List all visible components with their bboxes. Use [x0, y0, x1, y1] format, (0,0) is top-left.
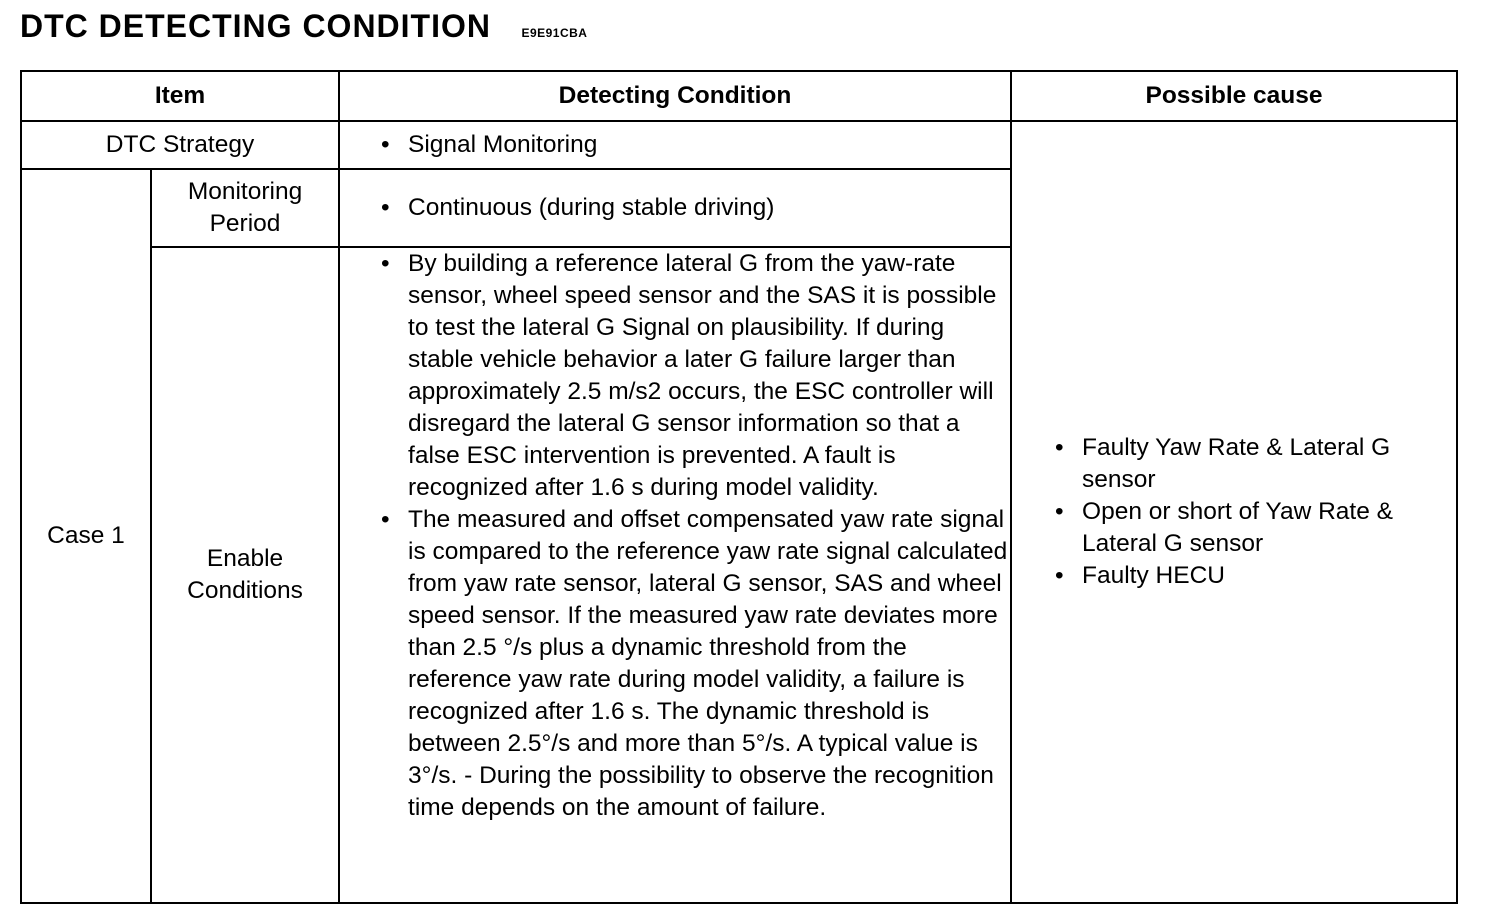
- dtc-strategy-condition: [339, 121, 1011, 169]
- list-item: • By building a reference lateral G from the yaw-rate sensor, wheel speed sensor and the SAS it is possible to test the lateral G Signal on plausibility. If during stable vehicle behavior a later G failure larger than approximately 2.5 m/s2 occurs, the ESC controller will disregard the lateral G sensor information so that a false ESC intervention is prevented. A fault is recognized after 1.6 s during model validity.: [340, 248, 1010, 504]
- list-item: • The measured and offset compensated yaw rate signal is compared to the reference yaw rate signal calculated from yaw rate sensor, lateral G sensor, SAS and wheel speed sensor. If the measured yaw rate deviates more than 2.5 °/s plus a dynamic threshold from the reference yaw rate during model validity, a failure is recognized after 1.6 s. The dynamic threshold is between 2.5°/s and more than 5°/s. A typical value is 3°/s. - During the possibility to observe the recognition time depends on the amount of failure.: [340, 504, 1010, 824]
- page-title: DTC DETECTING CONDITION: [20, 8, 491, 44]
- dtc-strategy-label: DTC Strategy: [21, 121, 339, 169]
- dtc-condition-table: [20, 70, 1458, 904]
- possible-cause-item: • Open or short of Yaw Rate & Lateral G sensor: [1012, 496, 1456, 560]
- column-header-possible-cause: Possible cause: [1011, 71, 1457, 121]
- document-code: E9E91CBA: [521, 25, 588, 40]
- label-line: Monitoring: [187, 178, 303, 205]
- enable-conditions-condition: [339, 247, 1011, 903]
- case-label: Case 1: [21, 169, 151, 903]
- enable-conditions-label: [151, 247, 339, 903]
- column-header-detecting-condition: Detecting Condition: [339, 71, 1011, 121]
- possible-cause-item: • Faulty Yaw Rate & Lateral G sensor: [1012, 432, 1456, 496]
- monitoring-period-condition: [339, 169, 1011, 247]
- label-line: Conditions: [187, 577, 303, 604]
- monitoring-period-label: [151, 169, 339, 247]
- possible-cause-item: • Faulty HECU: [1012, 560, 1456, 592]
- possible-cause-cell: [1011, 121, 1457, 903]
- list-item: • Continuous (during stable driving): [340, 192, 1010, 224]
- label-line: Period: [209, 210, 281, 237]
- list-item: • Signal Monitoring: [340, 129, 1010, 161]
- table-row-dtc-strategy: [21, 121, 1457, 169]
- table-header-row: [21, 71, 1457, 121]
- column-header-item: Item: [21, 71, 339, 121]
- label-line: Enable: [206, 545, 284, 572]
- document-title: [20, 8, 587, 45]
